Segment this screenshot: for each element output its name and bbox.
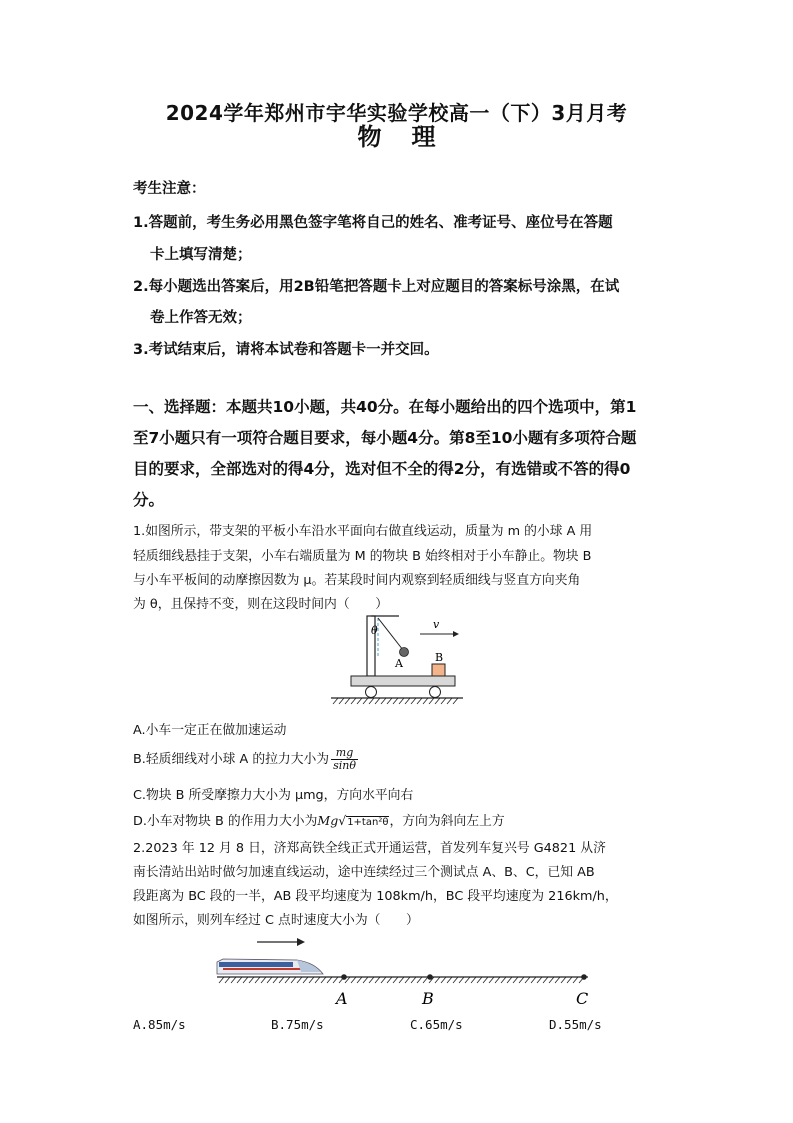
- section1-line-4: 分。: [133, 491, 165, 509]
- point-a: [341, 974, 347, 980]
- q1-stem-line-4: 为 θ，且保持不变，则在这段时间内（ ）: [133, 597, 389, 612]
- point-c: [581, 974, 587, 980]
- notice-line-1b: 卡上填写清楚；: [150, 247, 252, 263]
- q2-stem-line-3: 段距离为 BC 段的一半，AB 段平均速度为 108km/h，BC 段平均速度为 216km/h，: [133, 889, 618, 904]
- theta-label: θ: [371, 624, 378, 637]
- label-a: A: [395, 657, 403, 670]
- fraction-denominator: sinθ: [333, 759, 356, 772]
- q1-option-d-mg: Mg: [317, 813, 339, 828]
- q2-option-b: B.75m/s: [271, 1017, 324, 1032]
- string-line: [378, 618, 403, 650]
- point-b-label: B: [422, 989, 434, 1008]
- q1-cart-figure: [325, 612, 465, 714]
- q1-stem-line-3: 与小车平板间的动摩擦因数为 μ。若某段时间内观察到轻质细线与竖直方向夹角: [133, 573, 581, 588]
- q2-train-figure: [213, 932, 603, 1012]
- notice-line-2a: 2.每小题选出答案后，用2B铅笔把答题卡上对应题目的答案标号涂黑，在试: [133, 279, 620, 295]
- ball-a: [400, 648, 409, 657]
- q2-option-a: A.85m/s: [133, 1017, 186, 1032]
- fraction-numerator: mg: [331, 747, 358, 760]
- velocity-label: v: [433, 618, 440, 631]
- cart-wheel-right: [430, 687, 441, 698]
- q1-stem-line-1: 1.如图所示，带支架的平板小车沿水平面向右做直线运动，质量为 m 的小球 A 用: [133, 524, 593, 539]
- q2-stem-line-4: 如图所示，则列车经过 C 点时速度大小为（ ）: [133, 913, 419, 928]
- point-c-label: C: [576, 989, 589, 1008]
- track-hatching: [219, 977, 584, 983]
- q1-option-d-sqrt: 1+tan²θ: [347, 817, 389, 828]
- point-a-label: A: [336, 989, 348, 1008]
- paper-title: 2024学年郑州市宇华实验学校高一（下）3月月考: [165, 101, 628, 125]
- ground-hatching: [333, 698, 458, 704]
- q1-option-c: C.物块 B 所受摩擦力大小为 μmg，方向水平向右: [133, 788, 414, 803]
- notice-heading: 考生注意：: [133, 181, 206, 197]
- train-icon: [217, 959, 323, 974]
- block-b: [432, 664, 445, 676]
- subject-title: 物理: [357, 123, 466, 151]
- cart-platform: [351, 676, 455, 686]
- notice-line-3: 3.考试结束后，请将本试卷和答题卡一并交回。: [133, 342, 439, 358]
- section1-line-2: 至7小题只有一项符合题目要求，每小题4分。第8至10小题有多项符合题: [133, 429, 637, 447]
- q1-stem-line-2: 轻质细线悬挂于支架，小车右端质量为 M 的物块 B 始终相对于小车静止。物块 B: [133, 549, 592, 564]
- q1-option-d: D.小车对物块 B 的作用力大小为Mg√1+tan²θ，方向为斜向左上方: [133, 813, 505, 829]
- point-b: [427, 974, 433, 980]
- q2-option-c: C.65m/s: [410, 1017, 463, 1032]
- q1-option-d-tail: ，方向为斜向左上方: [389, 814, 505, 829]
- notice-line-1a: 1.答题前，考生务必用黑色签字笔将自己的姓名、准考证号、座位号在答题: [133, 215, 613, 231]
- q1-option-b-text: B.轻质细线对小球 A 的拉力大小为: [133, 752, 330, 767]
- cart-wheel-left: [366, 687, 377, 698]
- q1-option-a: A.小车一定正在做加速运动: [133, 723, 287, 738]
- q1-option-d-text: D.小车对物块 B 的作用力大小为: [133, 814, 318, 829]
- q2-stem-line-2: 南长清站出站时做匀加速直线运动，途中连续经过三个测试点 A、B、C，已知 AB: [133, 865, 595, 880]
- q1-option-b: [133, 747, 358, 772]
- q2-stem-line-1: 2.2023 年 12 月 8 日，济郑高铁全线正式开通运营，首发列车复兴号 G4821 从济: [133, 841, 606, 856]
- section1-line-3: 目的要求，全部选对的得4分，选对但不全的得2分，有选错或不答的得0: [133, 460, 631, 478]
- q1-option-b-fraction: [331, 747, 358, 772]
- section1-line-1: 一、选择题：本题共10小题，共40分。在每小题给出的四个选项中，第1: [133, 398, 637, 416]
- label-b: B: [435, 651, 444, 664]
- notice-line-2b: 卷上作答无效；: [150, 310, 252, 326]
- q2-option-d: D.55m/s: [549, 1017, 602, 1032]
